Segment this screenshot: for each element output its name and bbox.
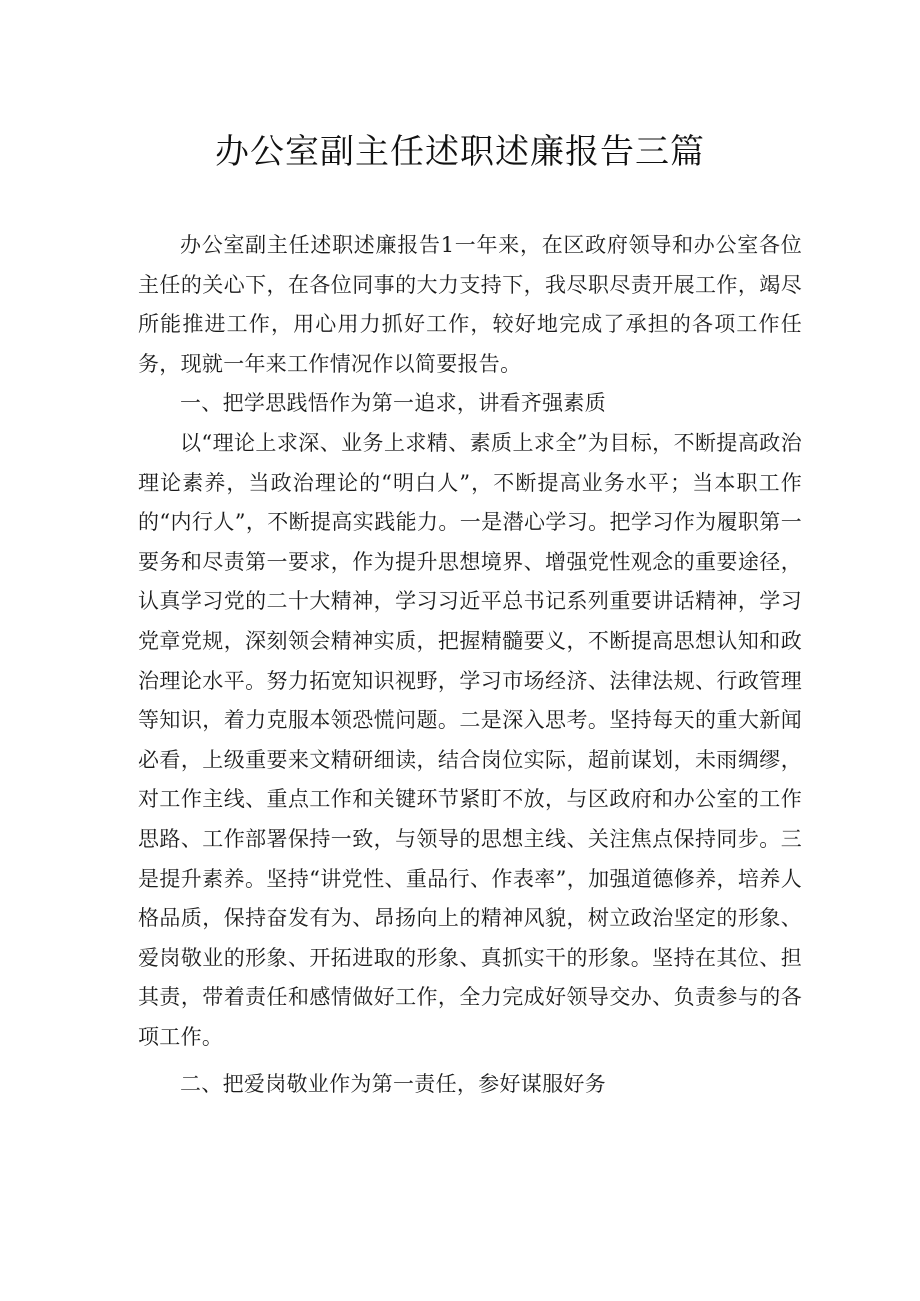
section-1-paragraph: 以“理论上求深、业务上求精、素质上求全”为目标，不断提高政治理论素养，当政治理论的“明白人”，不断提高业务水平；当本职工作的“内行人”，不断提高实践能力。一是潜心学习。把学习作为履职第一要务和尽责第一要求，作为提升思想境界、增强党性观念的重要途径，认真学习党的二十大精神，学习习近平总书记系列重要讲话精神，学习党章党规，深刻领会精神实质，把握精髓要义，不断提高思想认知和政治理论水平。努力拓宽知识视野，学习市场经济、法律法规、行政管理等知识，着力克服本领恐慌问题。二是深入思考。坚持每天的重大新闻必看，上级重要来文精研细读，结合岗位实际，超前谋划，未雨绸缪，对工作主线、重点工作和关键环节紧盯不放，与区政府和办公室的工作思路、工作部署保持一致，与领导的思想主线、关注焦点保持同步。三是提升素养。坚持“讲党性、重品行、作表率”，加强道德修养，培养人格品质，保持奋发有为、昂扬向上的精神风貌，树立政治坚定的形象、爱岗敬业的形象、开拓进取的形象、真抓实干的形象。坚持在其位、担其责，带着责任和感情做好工作，全力完成好领导交办、负责参与的各项工作。 bbox=[138, 430, 802, 1049]
intro-paragraph: 办公室副主任述职述廉报告1一年来，在区政府领导和办公室各位主任的关心下，在各位同事的大力支持下，我尽职尽责开展工作，竭尽所能推进工作，用心用力抓好工作，较好地完成了承担的各项工作任务，现就一年来工作情况作以简要报告。 bbox=[138, 233, 802, 376]
section-1-heading: 一、把学思践悟作为第一追求，讲看齐强素质 bbox=[180, 391, 606, 416]
document-body bbox=[138, 226, 802, 1105]
section-2-heading: 二、把爱岗敬业作为第一责任，参好谋服好务 bbox=[180, 1072, 606, 1097]
document-title: 办公室副主任述职述廉报告三篇 bbox=[215, 132, 705, 172]
